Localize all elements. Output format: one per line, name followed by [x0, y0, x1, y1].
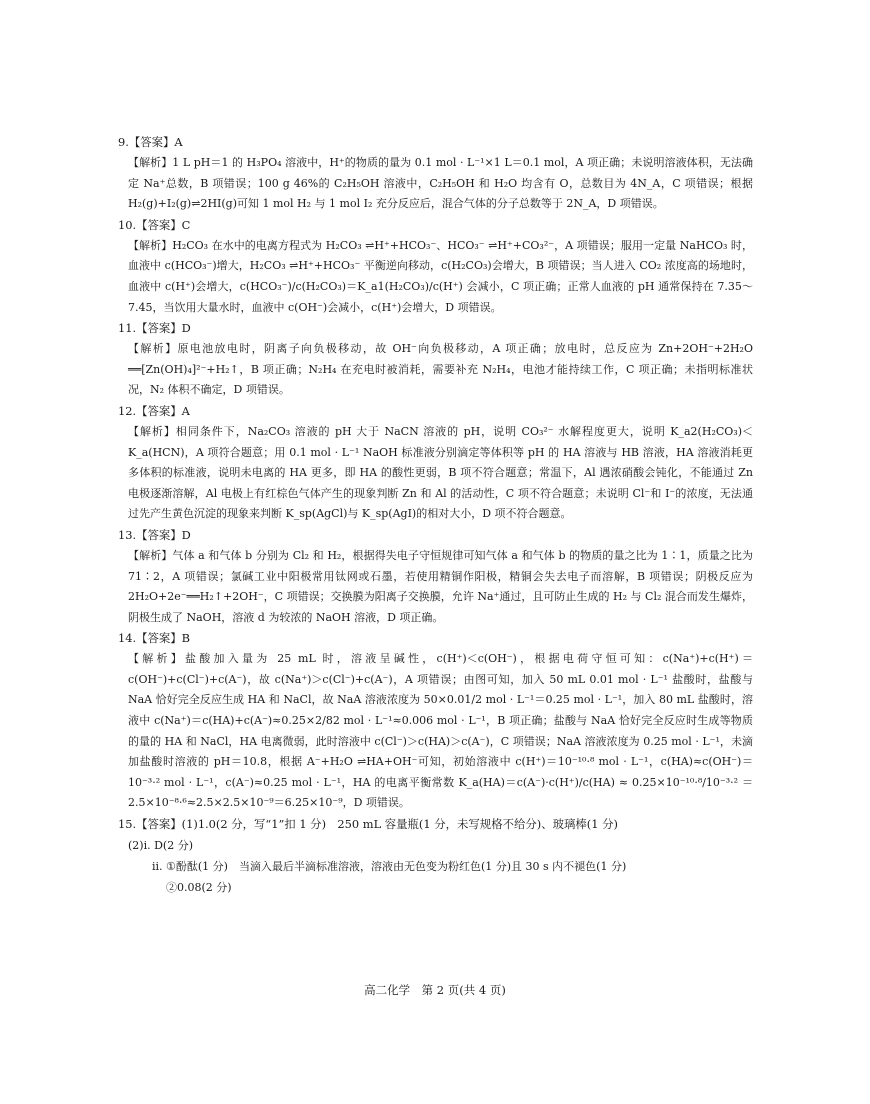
explanation-text: 【解析】气体 a 和气体 b 分别为 Cl₂ 和 H₂，根据得失电子守恒规律可知气体 a 和气体 b 的物质的量之比为 1∶1，质量之比为 71∶2，A 项错误；氯碱工业中阳极常用钛网或石墨，若使用精铜作阳极，精铜会失去电子而溶解，B 项错误；阴极反应为 2H₂O+2e⁻══H₂↑+2OH⁻，C 项错误；交换膜为阳离子交换膜，允许 Na⁺通过，且可防止生成的 H₂ 与 Cl₂ 混合而发生爆炸，阴极生成了 NaOH，溶液 d 为较浓的 NaOH 溶液，D 项正确。: [128, 548, 753, 624]
answer-label: 13.【答案】D: [118, 527, 191, 542]
explanation-text: 【解析】相同条件下，Na₂CO₃ 溶液的 pH 大于 NaCN 溶液的 pH，说明 CO₃²⁻ 水解程度更大，说明 K_a2(H₂CO₃)＜K_a(HCN)，A 项符合题意；用 0.1 mol · L⁻¹ NaOH 标准液分别滴定等体积等 pH 的 HA 溶液与 HB 溶液，HA 溶液消耗更多体积的标准液，说明未电离的 HA 更多，即 HA 的酸性更弱，B 项不符合题意；常温下，Al 遇浓硝酸会钝化，不能通过 Zn 电极逐渐溶解，Al 电极上有红棕色气体产生的现象判断 Zn 和 Al 的活动性，C 项不符合题意；未说明 Cl⁻和 I⁻的浓度，无法通过先产生黄色沉淀的现象来判断 K_sp(AgCl)与 K_sp(AgI)的相对大小，D 项不符合题意。: [128, 424, 753, 521]
answer-label: 10.【答案】C: [118, 217, 191, 232]
explanation-text: 【解析】1 L pH＝1 的 H₃PO₄ 溶液中，H⁺的物质的量为 0.1 mol · L⁻¹×1 L＝0.1 mol，A 项正确；未说明溶液体积，无法确定 Na⁺总数，B 项错误；100 g 46%的 C₂H₅OH 溶液中，C₂H₅OH 和 H₂O 均含有 O，总数目为 4N_A，C 项错误；根据 H₂(g)+I₂(g)⇌2HI(g)可知 1 mol H₂ 与 1 mol I₂ 充分反应后，混合气体的分子总数等于 2N_A，D 项错误。: [128, 156, 753, 211]
answer-label: 9.【答案】A: [118, 135, 183, 149]
answer-content: [118, 132, 753, 898]
question-13: [118, 525, 753, 628]
question-10: [118, 215, 753, 318]
page-footer: 高二化学 第 2 页(共 4 页): [364, 983, 506, 997]
answer-label: 11.【答案】D: [118, 321, 191, 336]
question-11: [118, 318, 753, 401]
explanation-text: 【解析】盐酸加入量为 25 mL 时，溶液呈碱性，c(H⁺)＜c(OH⁻)，根据电荷守恒可知：c(Na⁺)+c(H⁺)＝c(OH⁻)+c(Cl⁻)+c(A⁻)，故 c(Na⁺)＞c(Cl⁻)+c(A⁻)，A 项错误；由图可知，加入 50 mL 0.01 mol · L⁻¹ 盐酸时，盐酸与 NaA 恰好完全反应生成 HA 和 NaCl，故 NaA 溶液浓度为 50×0.01/2 mol · L⁻¹＝0.25 mol · L⁻¹，加入 80 mL 盐酸时，溶液中 c(Na⁺)＝c(HA)+c(A⁻)≈0.25×2/82 mol · L⁻¹≈0.006 mol · L⁻¹，B 项正确；盐酸与 NaA 恰好完全反应时生成等物质的量的 HA 和 NaCl，HA 电离微弱，此时溶液中 c(Cl⁻)＞c(HA)＞c(A⁻)，C 项错误；NaA 溶液浓度为 0.25 mol · L⁻¹，未滴加盐酸时溶液的 pH＝10.8，根据 A⁻+H₂O ⇌HA+OH⁻可知，初始溶液中 c(H⁺)＝10⁻¹⁰·⁸ mol · L⁻¹，c(HA)≈c(OH⁻)＝10⁻³·² mol · L⁻¹，c(A⁻)≈0.25 mol · L⁻¹，HA 的电离平衡常数 K_a(HA)＝c(A⁻)·c(H⁺)/c(HA) ≈ 0.25×10⁻¹⁰·⁸/10⁻³·² ＝2.5×10⁻⁸·⁶≈2.5×2.5×10⁻⁹＝6.25×10⁻⁹，D 项错误。: [128, 652, 753, 810]
answer-label: 12.【答案】A: [118, 403, 190, 418]
answer-label: 15.【答案】(1)1.0(2 分，写“1”扣 1 分) 250 mL 容量瓶(1 分，未写规格不给分)、玻璃棒(1 分): [118, 817, 618, 832]
question-9: [118, 132, 753, 215]
part-2-ii-2: ②0.08(2 分): [166, 881, 232, 895]
question-12: [118, 401, 753, 525]
answer-label: 14.【答案】B: [118, 631, 191, 646]
part-2-i: (2)i. D(2 分): [128, 839, 193, 853]
explanation-text: 【解析】H₂CO₃ 在水中的电离方程式为 H₂CO₃ ⇌H⁺+HCO₃⁻、HCO₃⁻ ⇌H⁺+CO₃²⁻，A 项错误；服用一定量 NaHCO₃ 时，血液中 c(HCO₃⁻)增大，H₂CO₃ ⇌H⁺+HCO₃⁻ 平衡逆向移动，c(H₂CO₃)会增大，B 项错误；当人进入 CO₂ 浓度高的场地时，血液中 c(H⁺)会增大，c(HCO₃⁻)/c(H₂CO₃)＝K_a1(H₂CO₃)/c(H⁺) 会减小，C 项正确；正常人血液的 pH 通常保持在 7.35～7.45，当饮用大量水时，血液中 c(OH⁻)会减小，c(H⁺)会增大，D 项错误。: [128, 238, 753, 314]
explanation-text: 【解析】原电池放电时，阴离子向负极移动，故 OH⁻向负极移动，A 项正确；放电时，总反应为 Zn+2OH⁻+2H₂O ══[Zn(OH)₄]²⁻+H₂↑，B 项正确；N₂H₄ 在充电时被消耗，需要补充 N₂H₄，电池才能持续工作，C 项正确；未指明标准状况，N₂ 体积不确定，D 项错误。: [128, 342, 753, 397]
question-14: [118, 628, 753, 814]
part-2-ii: ii. ①酚酞(1 分) 当滴入最后半滴标准溶液，溶液由无色变为粉红色(1 分)且 30 s 内不褪色(1 分): [152, 860, 627, 874]
question-15: [118, 814, 753, 898]
